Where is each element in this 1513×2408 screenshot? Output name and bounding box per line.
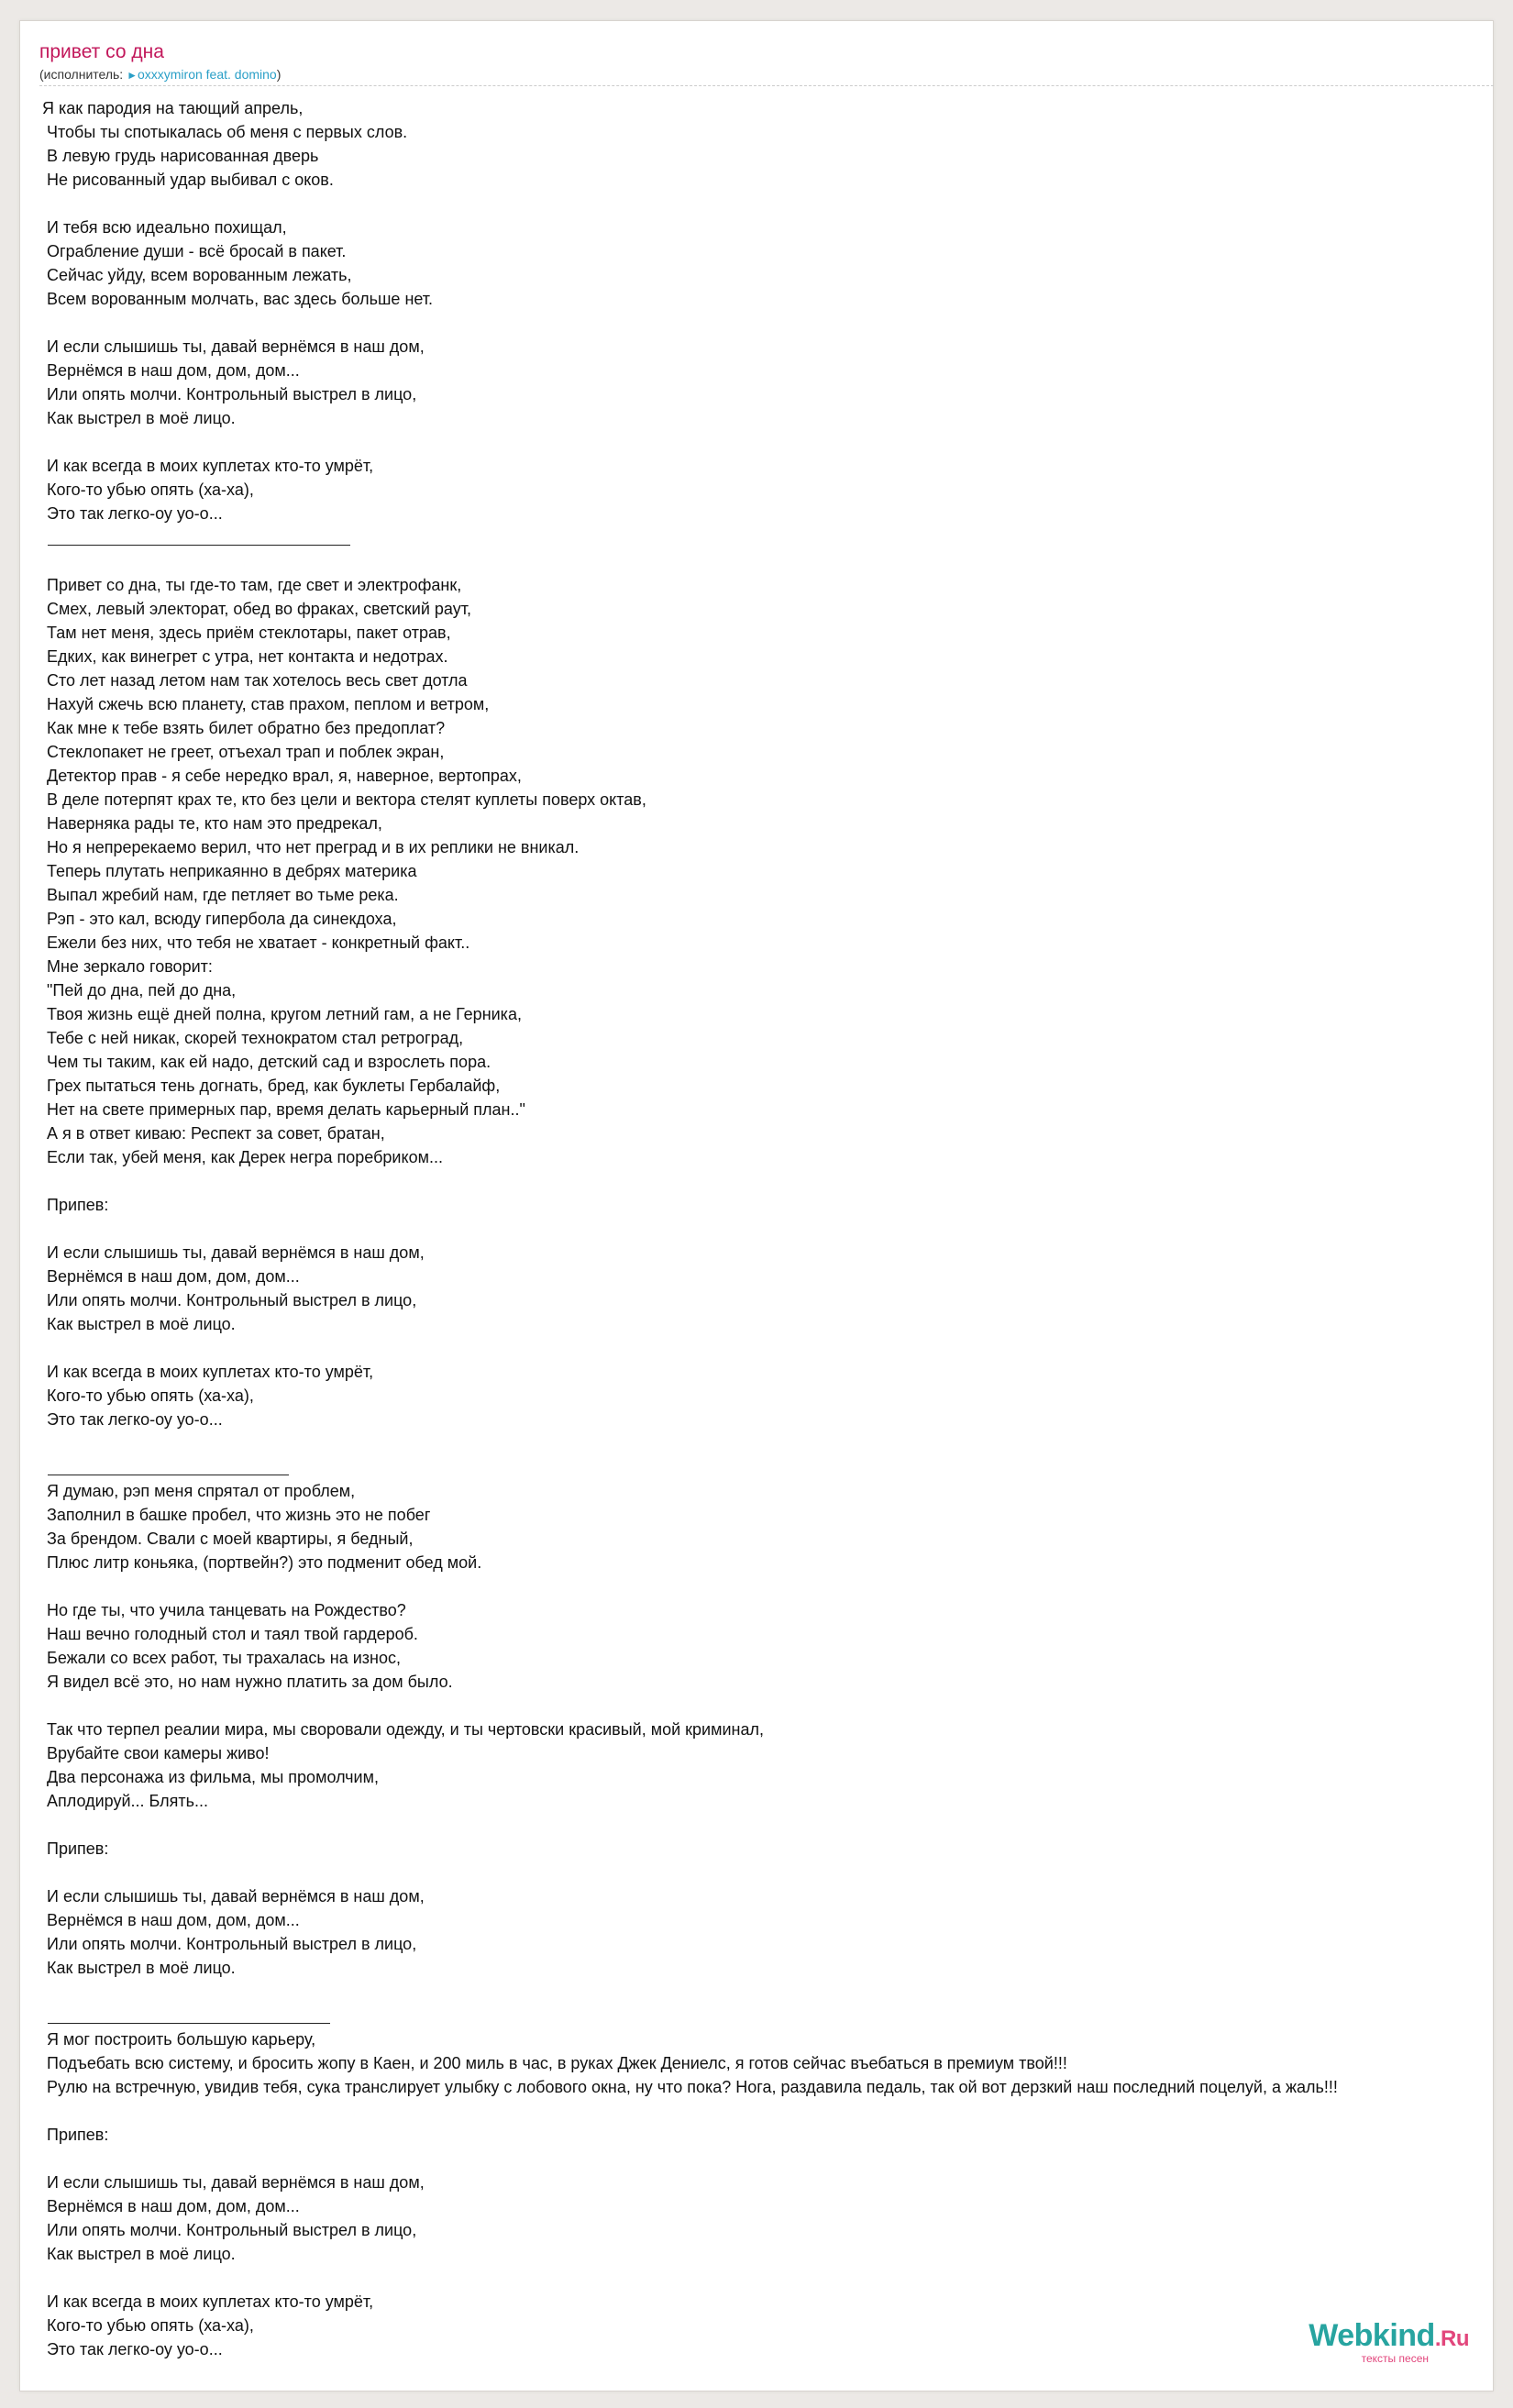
lyric-line: Детектор прав - я себе нередко врал, я, наверное, вертопрах, (42, 767, 522, 785)
lyric-line: Нет на свете примерных пар, время делать карьерный план.." (42, 1100, 525, 1119)
lyric-line: В левую грудь нарисованная дверь (42, 147, 319, 165)
lyric-line: Кого-то убью опять (ха-ха), (42, 480, 254, 499)
lyric-line (42, 2147, 1500, 2171)
logo-domain: .Ru (1434, 2326, 1469, 2351)
lyric-line (42, 430, 1500, 454)
lyric-line: Тебе с ней никак, скорей технократом стал ретроград, (42, 1029, 464, 1047)
lyric-line: Вернёмся в наш дом, дом, дом... (42, 1911, 300, 1929)
lyric-line: А я в ответ киваю: Респект за совет, братан, (42, 1124, 385, 1143)
lyric-line: Чем ты таким, как ей надо, детский сад и взрослеть пора. (42, 1053, 491, 1071)
lyric-line: Как выстрел в моё лицо. (42, 409, 236, 427)
lyric-line: Заполнил в башке пробел, что жизнь это не побег (42, 1506, 431, 1524)
section-separator (42, 525, 1500, 549)
song-header (39, 39, 1472, 83)
lyric-line: Кого-то убью опять (ха-ха), (42, 1386, 254, 1405)
lyric-line: Или опять молчи. Контрольный выстрел в лицо, (42, 2221, 417, 2239)
lyric-line: И если слышишь ты, давай вернёмся в наш дом, (42, 337, 425, 356)
artist-link[interactable]: oxxxymiron feat. domino (137, 67, 277, 82)
lyric-line: Или опять молчи. Контрольный выстрел в лицо, (42, 1291, 417, 1309)
lyric-line: Припев: (42, 1839, 109, 1858)
lyric-line: Привет со дна, ты где-то там, где свет и электрофанк, (42, 576, 462, 594)
site-logo[interactable] (1309, 2319, 1469, 2365)
lyric-line: Аплодируй... Блять... (42, 1792, 208, 1810)
lyric-line: Я видел всё это, но нам нужно платить за дом было. (42, 1673, 453, 1691)
lyric-line: Как выстрел в моё лицо. (42, 1315, 236, 1333)
performer-line (39, 66, 1472, 83)
lyric-line: Всем ворованным молчать, вас здесь больше нет. (42, 290, 434, 308)
lyric-line (42, 1813, 1500, 1837)
lyric-line: И как всегда в моих куплетах кто-то умрёт, (42, 457, 374, 475)
lyric-line: Кого-то убью опять (ха-ха), (42, 2316, 254, 2335)
lyric-line: Бежали со всех работ, ты трахалась на износ, (42, 1649, 401, 1667)
lyric-line: "Пей до дна, пей до дна, (42, 981, 237, 1000)
lyric-line: Припев: (42, 2126, 109, 2144)
logo-text: Webkind (1309, 2318, 1435, 2353)
lyric-line: Но где ты, что учила танцевать на Рождество? (42, 1601, 406, 1619)
lyric-line: Вернёмся в наш дом, дом, дом... (42, 1267, 300, 1286)
lyric-line: Теперь плутать неприкаянно в дебрях материка (42, 862, 417, 880)
lyric-line (42, 2266, 1500, 2290)
lyric-line (42, 1336, 1500, 1360)
lyric-line: Ограбление души - всё бросай в пакет. (42, 242, 347, 260)
lyric-line: Подъебать всю систему, и бросить жопу в Каен, и 200 миль в час, в руках Джек Дениелс, я готов сейчас въебаться в премиум твой!!! (42, 2054, 1067, 2072)
lyric-line: Вернёмся в наш дом, дом, дом... (42, 2197, 300, 2215)
lyric-line: Но я непререкаемо верил, что нет преград и в их реплики не вникал. (42, 838, 580, 856)
lyric-line: Или опять молчи. Контрольный выстрел в лицо, (42, 1935, 417, 1953)
lyric-line: Рулю на встречную, увидив тебя, сука транслирует улыбку с лобового окна, ну что пока? Нога, раздавила педаль, так ой вот дерзкий наш последний поцелуй, а жаль!!! (42, 2078, 1338, 2096)
lyric-line: Я думаю, рэп меня спрятал от проблем, (42, 1482, 356, 1500)
lyric-line: Вернёмся в наш дом, дом, дом... (42, 361, 300, 380)
lyric-line: В деле потерпят крах те, кто без цели и вектора стелят куплеты поверх октав, (42, 790, 646, 809)
lyric-line: Как выстрел в моё лицо. (42, 2245, 236, 2263)
lyric-line (42, 1980, 1500, 2004)
lyric-line: И тебя всю идеально похищал, (42, 218, 287, 237)
lyric-line: И как всегда в моих куплетах кто-то умрёт, (42, 1363, 374, 1381)
lyric-line (42, 549, 1500, 573)
play-arrow-icon: ► (127, 69, 138, 82)
lyric-line: Так что терпел реалии мира, мы своровали одежду, и ты чертовски красивый, мой криминал, (42, 1720, 764, 1739)
section-separator (42, 1455, 1500, 1479)
lyric-line: Как выстрел в моё лицо. (42, 1959, 236, 1977)
lyric-line: Наверняка рады те, кто нам это предрекал, (42, 814, 382, 833)
lyric-line: Мне зеркало говорит: (42, 957, 213, 976)
lyric-line: И если слышишь ты, давай вернёмся в наш дом, (42, 1243, 425, 1262)
lyric-line (42, 1431, 1500, 1455)
lyric-line: И если слышишь ты, давай вернёмся в наш дом, (42, 2173, 425, 2192)
lyrics-text (42, 96, 1500, 2361)
lyric-line: И как всегда в моих куплетах кто-то умрёт, (42, 2292, 374, 2311)
lyric-line: Ежели без них, что тебя не хватает - конкретный факт.. (42, 933, 470, 952)
lyric-line: Стеклопакет не греет, отъехал трап и поблек экран, (42, 743, 445, 761)
lyric-line: Это так легко-оу уо-о... (42, 1410, 223, 1429)
lyric-line: Это так легко-оу уо-о... (42, 504, 223, 523)
header-divider (39, 85, 1494, 86)
lyric-line: За брендом. Свали с моей квартиры, я бедный, (42, 1530, 414, 1548)
lyric-line: Смех, левый электорат, обед во фраках, светский раут, (42, 600, 471, 618)
lyrics-page (19, 20, 1494, 2391)
lyric-line (42, 1217, 1500, 1241)
lyric-line: Выпал жребий нам, где петляет во тьме река. (42, 886, 399, 904)
lyric-line: Не рисованный удар выбивал с оков. (42, 171, 334, 189)
lyric-line: Чтобы ты спотыкалась об меня с первых слов. (42, 123, 408, 141)
performer-suffix: ) (276, 67, 282, 82)
lyric-line: Врубайте свои камеры живо! (42, 1744, 270, 1762)
lyric-line: Рэп - это кал, всюду гипербола да синекдоха, (42, 910, 397, 928)
lyric-line: Два персонажа из фильма, мы промолчим, (42, 1768, 379, 1786)
lyric-line: Это так легко-оу уо-о... (42, 2340, 223, 2358)
lyric-line (42, 311, 1500, 335)
lyric-line: Или опять молчи. Контрольный выстрел в лицо, (42, 385, 417, 403)
lyric-line (42, 1574, 1500, 1598)
lyric-line: Нахуй сжечь всю планету, став прахом, пеплом и ветром, (42, 695, 490, 713)
song-title: привет со дна (39, 41, 164, 62)
logo-subtitle: тексты песен (1361, 2352, 1429, 2365)
lyric-line: Сто лет назад летом нам так хотелось весь свет дотла (42, 671, 468, 690)
lyric-line (42, 1861, 1500, 1884)
lyric-line (42, 2099, 1500, 2123)
section-separator (42, 2004, 1500, 2027)
lyric-line: Наш вечно голодный стол и таял твой гардероб. (42, 1625, 418, 1643)
lyric-line: Я как пародия на тающий апрель, (42, 99, 304, 117)
lyric-line (42, 192, 1500, 215)
lyric-line: Едких, как винегрет с утра, нет контакта и недотрах. (42, 647, 448, 666)
lyric-line: Как мне к тебе взять билет обратно без предоплат? (42, 719, 446, 737)
lyric-line: Сейчас уйду, всем ворованным лежать, (42, 266, 352, 284)
lyric-line: Грех пытаться тень догнать, бред, как буклеты Гербалайф, (42, 1077, 501, 1095)
lyric-line (42, 1169, 1500, 1193)
lyric-line: Если так, убей меня, как Дерек негра поребриком... (42, 1148, 443, 1166)
lyric-line: И если слышишь ты, давай вернёмся в наш дом, (42, 1887, 425, 1905)
performer-prefix: (исполнитель: (39, 67, 127, 82)
lyric-line: Припев: (42, 1196, 109, 1214)
lyric-line (42, 1694, 1500, 1718)
lyric-line: Я мог построить большую карьеру, (42, 2030, 316, 2049)
lyric-line: Плюс литр коньяка, (портвейн?) это подменит обед мой. (42, 1553, 482, 1572)
lyric-line: Там нет меня, здесь приём стеклотары, пакет отрав, (42, 624, 451, 642)
lyric-line: Твоя жизнь ещё дней полна, кругом летний гам, а не Герника, (42, 1005, 522, 1023)
